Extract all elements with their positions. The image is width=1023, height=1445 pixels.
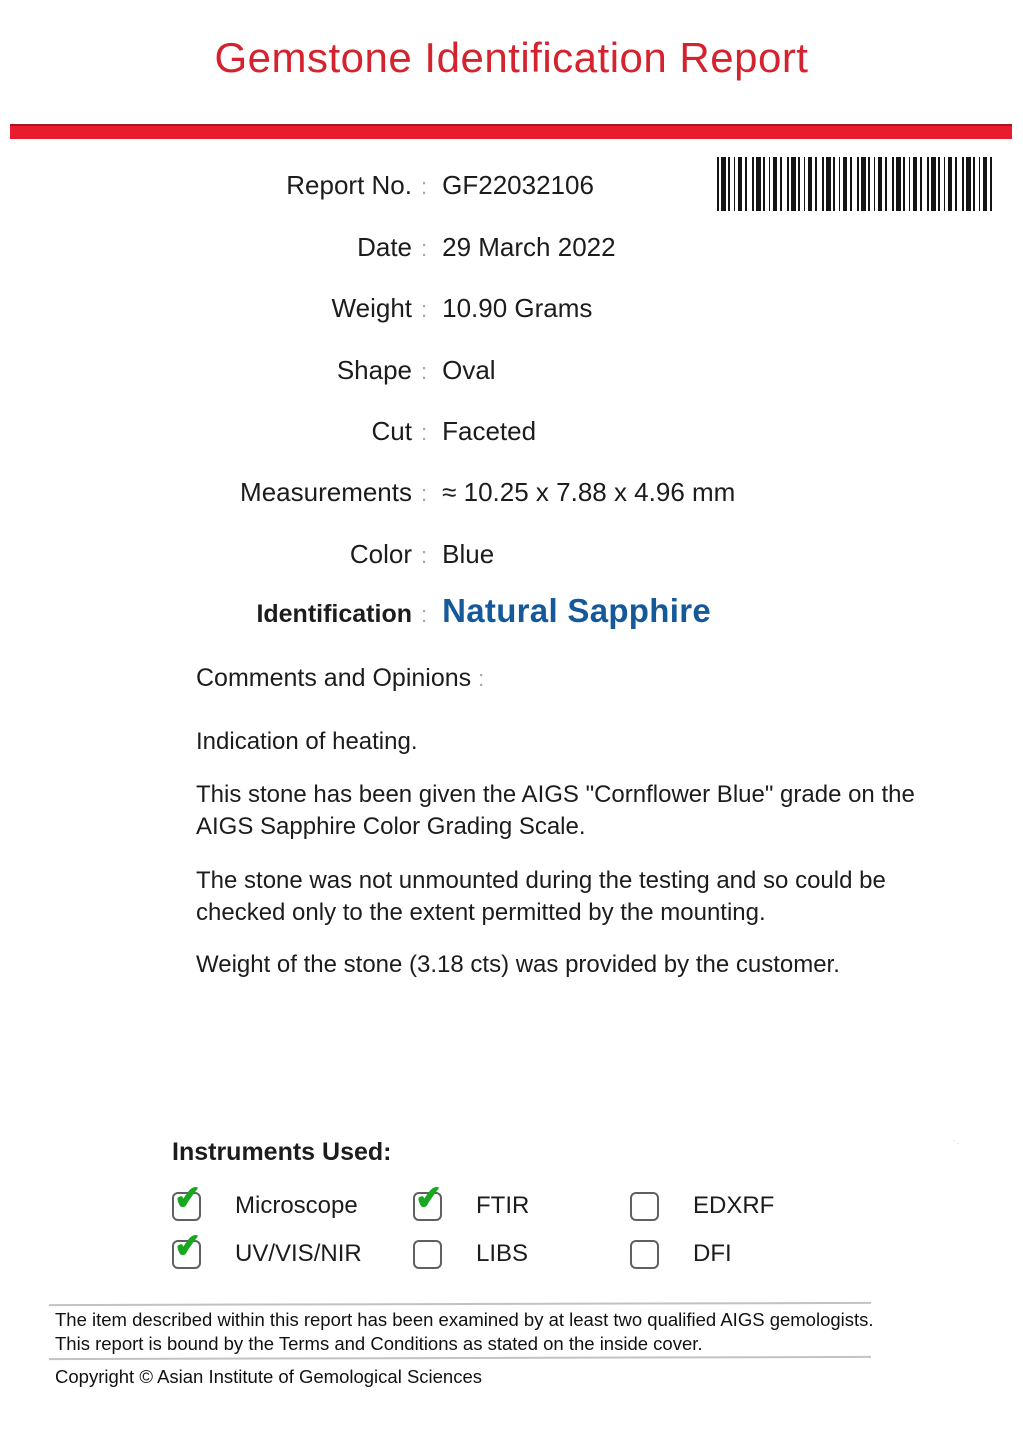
field-label: Shape bbox=[336, 355, 412, 385]
checkbox-ftir bbox=[413, 1177, 444, 1221]
checkbox-uvvisnir bbox=[172, 1225, 203, 1269]
checkmark-icon: ✔ bbox=[172, 1177, 203, 1217]
instruments-heading: Instruments Used: bbox=[172, 1138, 392, 1166]
footer-divider-bottom bbox=[49, 1356, 871, 1360]
field-row-weight bbox=[0, 293, 1023, 325]
colon-separator bbox=[421, 172, 427, 202]
instrument-item-microscope bbox=[172, 1177, 413, 1230]
comments-heading-label: Comments and Opinions bbox=[196, 664, 472, 692]
instrument-item-dfi bbox=[630, 1230, 850, 1278]
field-label: Color bbox=[349, 539, 412, 569]
colon-separator bbox=[421, 479, 427, 509]
footer-note bbox=[55, 1308, 885, 1356]
field-row-identification bbox=[0, 592, 1023, 630]
field-value-report-no: GF22032106 bbox=[442, 170, 594, 200]
checkbox-libs bbox=[413, 1240, 442, 1269]
field-label: Measurements bbox=[240, 477, 412, 507]
colon-separator bbox=[421, 357, 427, 387]
instrument-label: DFI bbox=[693, 1240, 732, 1267]
field-value-identification: Natural Sapphire bbox=[442, 592, 711, 629]
field-value-shape: Oval bbox=[442, 355, 496, 385]
colon-separator bbox=[421, 418, 427, 448]
colon-separator bbox=[421, 295, 427, 325]
field-value-measurements: ≈ 10.25 x 7.88 x 4.96 mm bbox=[442, 477, 736, 507]
checkbox-edxrf bbox=[630, 1192, 659, 1221]
field-label: Date bbox=[357, 232, 412, 262]
colon-separator bbox=[421, 234, 427, 264]
instrument-item-edxrf bbox=[630, 1182, 850, 1230]
checkmark-icon: ✔ bbox=[413, 1177, 444, 1217]
field-value-date: 29 March 2022 bbox=[442, 232, 616, 262]
comment-paragraph: Weight of the stone (3.18 cts) was provided by the customer. bbox=[196, 951, 840, 978]
field-label: Identification bbox=[256, 600, 412, 628]
instruments-grid bbox=[172, 1177, 850, 1278]
field-row-color bbox=[0, 539, 1023, 571]
footer-note-line2: This report is bound by the Terms and Conditions as stated on the inside cover. bbox=[55, 1333, 703, 1354]
scan-smudge: ·. bbox=[952, 1135, 961, 1147]
field-value-color: Blue bbox=[442, 539, 495, 569]
red-divider-bar bbox=[10, 124, 1012, 139]
checkbox-microscope bbox=[172, 1177, 203, 1221]
instrument-item-ftir bbox=[413, 1177, 630, 1230]
field-label: Weight bbox=[331, 293, 412, 323]
checkmark-icon: ✔ bbox=[172, 1225, 203, 1265]
field-row-measurements bbox=[0, 477, 1023, 509]
comments-heading bbox=[196, 664, 484, 693]
instrument-label: LIBS bbox=[476, 1240, 529, 1267]
field-row-cut bbox=[0, 416, 1023, 448]
footer-note-line1: The item described within this report has been examined by at least two qualified AIGS gemologists. bbox=[55, 1309, 874, 1330]
colon-separator bbox=[421, 600, 427, 630]
instrument-item-uvvisnir bbox=[172, 1225, 413, 1278]
instrument-label: UV/VIS/NIR bbox=[235, 1240, 362, 1267]
copyright-text: Copyright © Asian Institute of Gemological Sciences bbox=[55, 1366, 483, 1387]
colon-separator bbox=[478, 666, 484, 691]
field-row-report-no bbox=[0, 170, 1023, 202]
comment-paragraph: This stone has been given the AIGS "Cornflower Blue" grade on the AIGS Sapphire Color Grading Scale. bbox=[196, 781, 915, 840]
page-title: Gemstone Identification Report bbox=[214, 34, 809, 81]
colon-separator bbox=[421, 541, 427, 571]
field-row-shape bbox=[0, 355, 1023, 387]
field-label: Cut bbox=[371, 416, 412, 446]
instrument-label: EDXRF bbox=[693, 1192, 775, 1219]
field-value-cut: Faceted bbox=[442, 416, 537, 446]
instrument-label: Microscope bbox=[235, 1192, 358, 1219]
comment-paragraph: Indication of heating. bbox=[196, 728, 418, 755]
field-row-date bbox=[0, 232, 1023, 264]
checkbox-dfi bbox=[630, 1240, 659, 1269]
comment-paragraph: The stone was not unmounted during the testing and so could be checked only to the extent permitted by the mounting. bbox=[196, 867, 886, 926]
instrument-label: FTIR bbox=[476, 1192, 530, 1219]
footer-divider-top bbox=[49, 1302, 871, 1306]
instrument-item-libs bbox=[413, 1230, 630, 1278]
field-value-weight: 10.90 Grams bbox=[442, 293, 593, 323]
field-label: Report No. bbox=[286, 170, 412, 200]
